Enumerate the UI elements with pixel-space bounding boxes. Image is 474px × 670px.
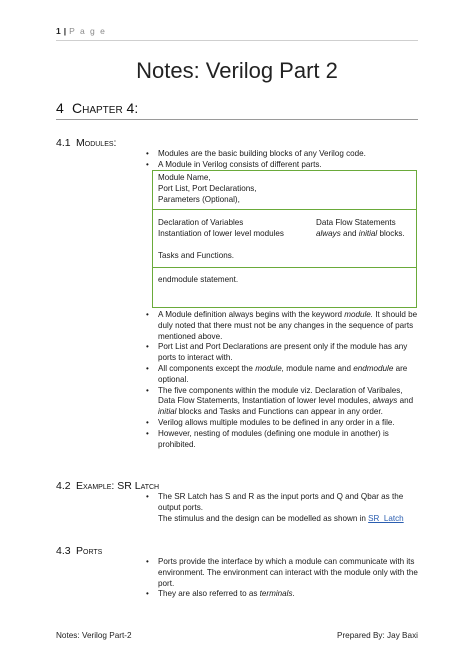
- list-item: • However, nesting of modules (defining one module in another) is prohibited.: [146, 429, 418, 451]
- keyword-endmodule: endmodule: [353, 363, 394, 373]
- modules-detail-list: [146, 310, 418, 450]
- text-run: A Module definition always begins with the keyword: [158, 310, 345, 319]
- text-run: The five components within the module viz. Declaration of Varibales, Data Flow Statements, Instantiation of lower level modules,: [158, 385, 403, 406]
- section-heading-modules: [56, 137, 116, 149]
- sr-latch-link[interactable]: SR_Latch: [368, 514, 404, 523]
- section-title: Modules:: [76, 137, 117, 149]
- list-item: • The SR Latch has S and R as the input ports and Q and Qbar as the output ports.: [146, 492, 418, 514]
- keyword-initial: initial: [158, 407, 177, 417]
- footer-right: Prepared By: Jay Baxi: [336, 631, 418, 640]
- list-item: [146, 364, 418, 386]
- box-tasks-functions: Tasks and Functions.: [158, 251, 235, 260]
- list-item: • Verilog allows multiple modules to be defined in any order in a file.: [146, 418, 418, 429]
- keyword-module: module.: [344, 310, 374, 319]
- text-run: module name and: [283, 363, 354, 373]
- ports-list: [146, 557, 418, 600]
- section-heading-example: [56, 480, 159, 492]
- keyword-module: module,: [255, 363, 284, 373]
- modules-intro-list: [146, 149, 418, 171]
- box-declaration-variables: Declaration of Variables: [158, 218, 244, 227]
- list-item: • Port List and Port Declarations are present only if the module has any ports to interact with.: [146, 342, 418, 364]
- text-run: blocks and Tasks and Functions can appear in any order.: [176, 407, 383, 417]
- text-run: .: [292, 589, 295, 599]
- page-header: [56, 26, 106, 36]
- text-run: are optional.: [158, 363, 408, 384]
- header-rule: [56, 40, 418, 41]
- section-title: Ports: [76, 545, 103, 557]
- chapter-title: Chapter 4:: [72, 100, 139, 116]
- text-run: They are also referred to as: [158, 589, 260, 599]
- section-heading-ports: [56, 545, 102, 557]
- list-item: [146, 589, 418, 600]
- text-run: All components except the: [158, 363, 256, 373]
- list-item: • Modules are the basic building blocks of any Verilog code.: [146, 149, 418, 160]
- text-run: The stimulus and the design can be modelled as shown in: [158, 514, 369, 523]
- box-and-word: and: [340, 229, 359, 238]
- header-separator: |: [63, 26, 67, 36]
- page-footer: [56, 631, 418, 640]
- keyword-terminals: terminals: [259, 589, 293, 599]
- text-run: It should be duly noted that there must not be any changes in the sequence of parts mentioned above.: [158, 310, 418, 341]
- text-run: and: [397, 396, 414, 406]
- box-data-flow: Data Flow Statements: [316, 218, 396, 227]
- chapter-rule: [56, 119, 418, 120]
- section-number: 4.2: [56, 480, 71, 492]
- chapter-heading: [56, 100, 138, 116]
- document-title: Notes: Verilog Part 2: [136, 58, 338, 83]
- box-endmodule: endmodule statement.: [158, 275, 239, 284]
- section-title: Example: SR Latch: [76, 480, 160, 492]
- footer-left: Notes: Verilog Part-2: [56, 631, 132, 640]
- example-list: [146, 492, 418, 514]
- box-divider: [153, 267, 416, 268]
- box-parameters: Parameters (Optional),: [158, 195, 240, 204]
- list-item: • Ports provide the interface by which a module can communicate with its environment. The environment can interact with the module only with the port.: [146, 557, 418, 589]
- keyword-always: always: [372, 396, 398, 406]
- list-item: • A Module in Verilog consists of different parts.: [146, 160, 418, 171]
- box-port-list: Port List, Port Declarations,: [158, 184, 257, 193]
- list-item: [146, 310, 418, 342]
- list-item: [146, 386, 418, 418]
- box-module-name: Module Name,: [158, 173, 211, 182]
- section-number: 4.3: [56, 545, 71, 557]
- page-word: P a g e: [69, 26, 107, 36]
- box-divider: [153, 209, 416, 210]
- page-number: 1: [56, 26, 62, 36]
- box-blocks-word: blocks.: [377, 229, 405, 238]
- module-structure-box: [152, 170, 417, 308]
- box-initial-word: initial: [358, 229, 378, 238]
- example-paragraph: [158, 514, 404, 525]
- box-instantiation: Instantiation of lower level modules: [158, 229, 284, 238]
- box-always-word: always: [316, 229, 341, 238]
- section-number: 4.1: [56, 137, 71, 149]
- chapter-number: 4: [56, 100, 64, 116]
- box-always-initial: [316, 229, 405, 240]
